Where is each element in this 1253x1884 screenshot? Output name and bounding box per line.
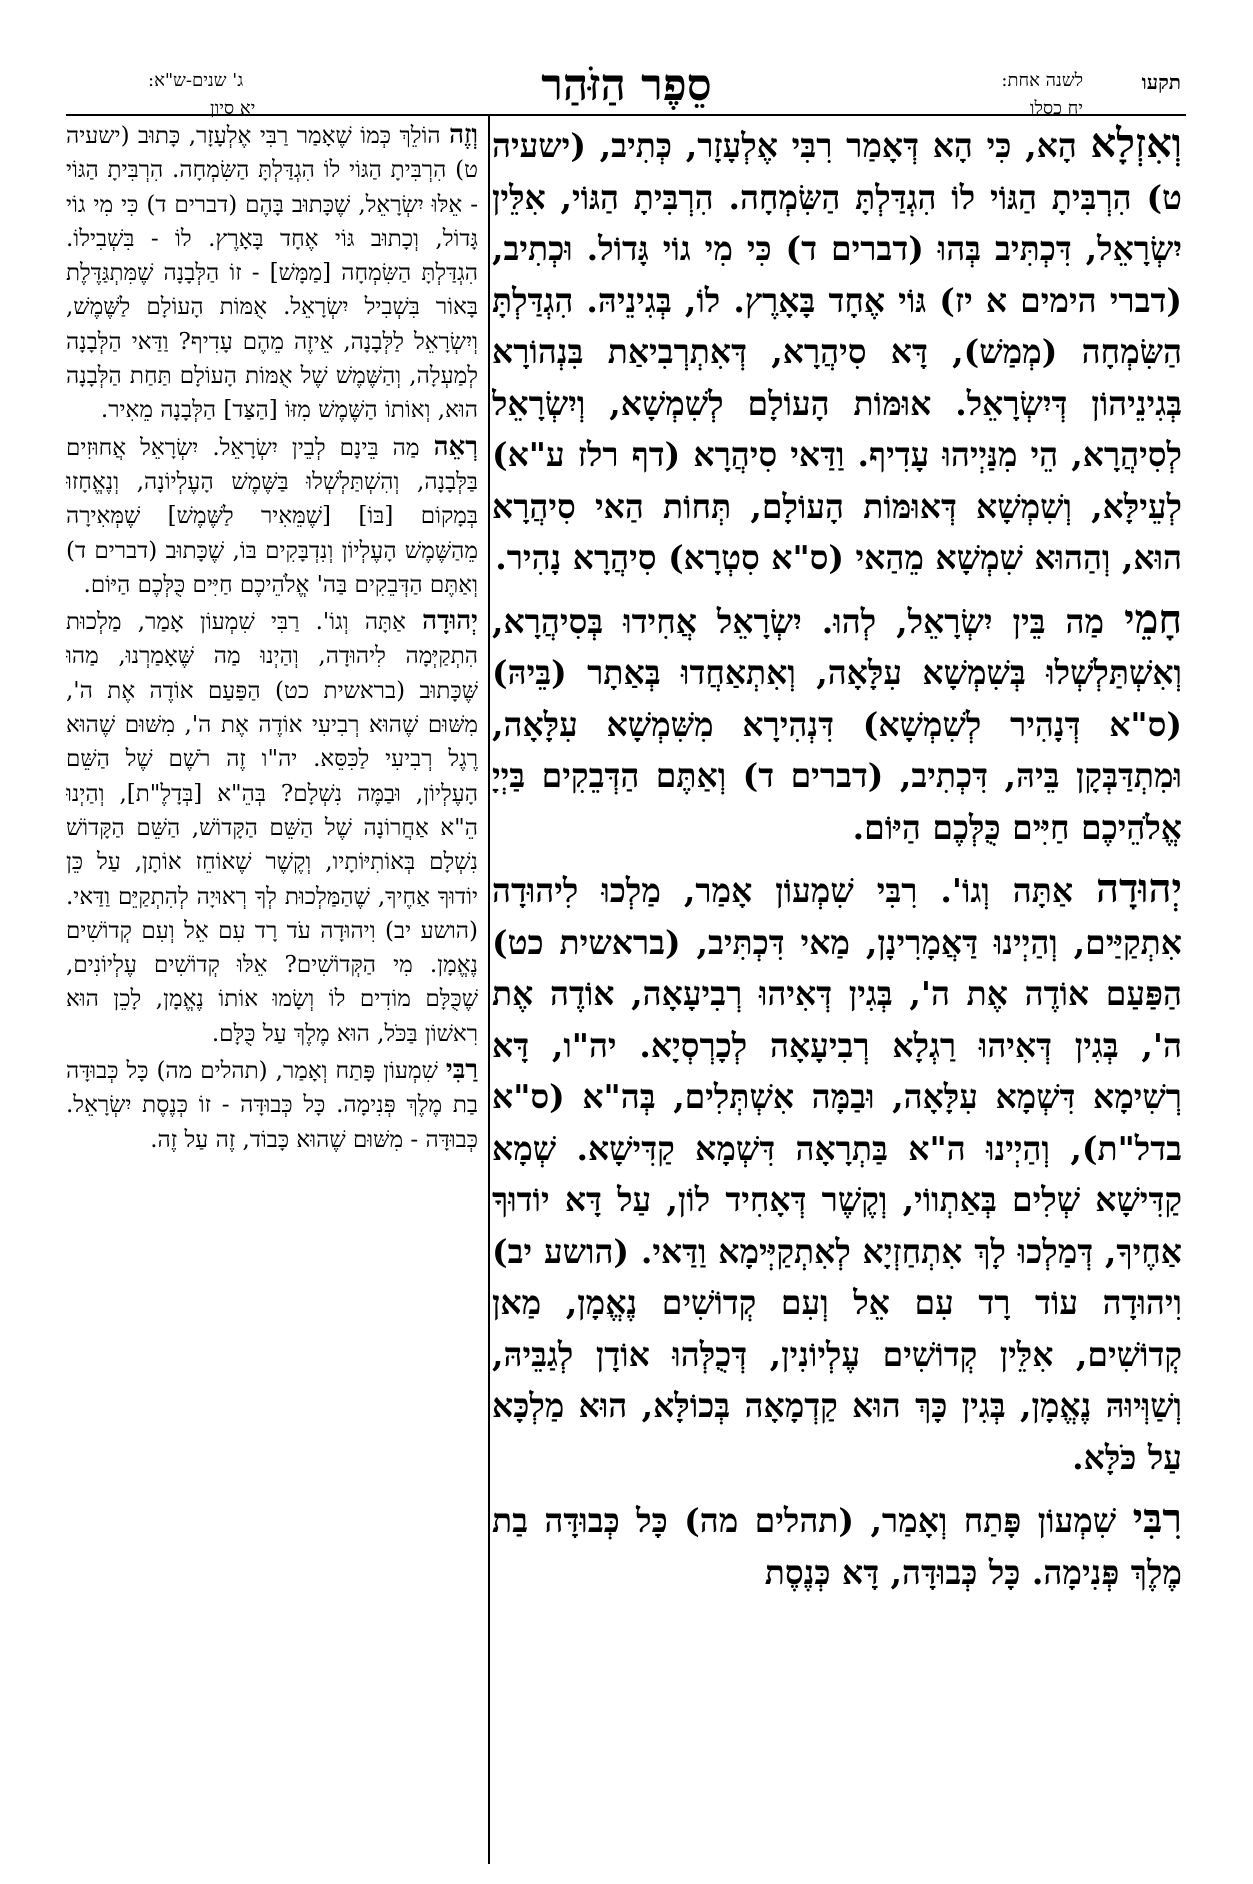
paragraph-opener: רַבִּי [445, 1055, 478, 1086]
paragraph-text: שִׁמְעוֹן פָּתַח וְאָמַר, (תהלים מה) כָּל כְּבוּדָּה בַת מֶלֶךְ פְּנִימָה. כָּל כְּבוּדָּה - זוֹ כְּנֶסֶת יִשְׂרָאֵל. כְּבוּדָּה - מִשּׁוּם שֶׁהוּא כָּבוֹד, זֶה עַל זֶה. [66, 1058, 478, 1153]
paragraph-text: הוֹלֵךְ כְּמוֹ שֶׁאָמַר רַבִּי אֶלְעָזָר, כָּתוּב (ישעיה ט) הִרְבִּיתָ הַגּוֹי לוֹ הִגְדַּלְתָּ הַשִּׂמְחָה. הִרְבִּיתָ הַגּוֹי - אֵלּוּ יִשְׂרָאֵל, שֶׁכָּתוּב בָּהֶם (דברים ד) כִּי מִי גוֹי גָּדוֹל, וְכָתוּב גּוֹי אֶחָד בָּאָרֶץ. לוֹ - בִּשְׁבִילוֹ. הִגְדַּלְתָּ הַשִּׂמְחָה [מַמָּשׁ] - זוֹ הַלְּבָנָה שֶׁמִּתְגַּדֶּלֶת בָּאוֹר בִּשְׁבִיל יִשְׂרָאֵל. אֻמּוֹת הָעוֹלָם לַשֶּׁמֶשׁ, וְיִשְׂרָאֵל לַלְּבָנָה, אֵיזֶה מֵהֶם עָדִיף? וַדַּאי הַלְּבָנָה לְמַעְלָה, וְהַשֶּׁמֶשׁ שֶׁל אֻמּוֹת הָעוֹלָם תַּחַת הַלְּבָנָה הוּא, וְאוֹתוֹ הַשֶּׁמֶשׁ מִזּוֹ [הַצַּד] הַלְּבָנָה מֵאִיר. [66, 123, 478, 424]
main-paragraph [492, 863, 1182, 1483]
page-header [0, 60, 1253, 120]
main-paragraph [492, 118, 1182, 584]
date-left: יא סיון [210, 98, 256, 119]
tikkunei-label: תקעו [1141, 70, 1181, 94]
paragraph-text: מַה בֵּין יִשְׂרָאֵל, לְהוּ. יִשְׂרָאֵל אֲחִידוּ בְּסִיהֲרָא, וְאִשְׁתַּלְשְׁלוּ בְּשִׁמְשָׁא עִלָּאָה, וְאִתְאַחֲדוּ בְּאַתָר (בֵּיהּ) (ס"א דְּנָהִיר לְשִׁמְשָׁא) דִּנְהִירָא מִשִּׁמְשָׁא עִלָּאָה, וּמִתְדַּבְּקָן בֵּיהּ, דִּכְתִיב, (דברים ד) וְאַתֶּם הַדְּבֵקִים בַּיְיָ אֱלֹהֵיכֶם חַיִּים כֻּלְּכֶם הַיּוֹם. [492, 601, 1182, 847]
side-column-hebrew-translation [66, 118, 478, 1863]
paragraph-opener: רְאֵה [433, 431, 478, 462]
header-divider [66, 114, 1186, 116]
page-title: סֵפֶר הַזֹּהַר [541, 60, 712, 111]
date-right: יח כסלו [1029, 98, 1083, 119]
paragraph-text: אַתָּה וְגוֹ'. רִבִּי שִׁמְעוֹן אָמַר, מַלְכוּ לִיהוּדָה אִתְקַיַּים, וְהַיְינוּ דַּאֲמָרִינָן, מַאי דִּכְתִּיב, (בראשית כט) הַפַּעַם אוֹדֶה אֶת ה', בְּגִין דְּאִיהוּ רְבִיעָאָה, אוֹדֶה אֶת ה', בְּגִין דְּאִיהוּ רַגְלָא רְבִיעָאָה לְכָרְסְיָא. יה"ו, דָּא רְשִׁימָא דִּשְׁמָא עִלָּאָה, וּבַמָּה אִשְׁתְּלִים, בְּה"א (ס"א בדל"ת), וְהַיְינוּ ה"א בַּתְרָאָה דִּשְׁמָא קַדִּישָׁא. שְׁמָא קַדִּישָׁא שְׁלִים בְּאַתְווֹי, וְקֶשֶׁר דְּאָחִיד לוֹן, עַל דָּא יוֹדוּךָ אַחֶיךָ, דְּמַלְכוּ לָךְ אִתְחַזְיָא לְאִתְקַיְּימָא וַדַּאי. (הושע יב) וִיהוּדָה עוֹד רָד עִם אֵל וְעִם קְדוֹשִׁים נֶאֱמָן, מַאן קְדוֹשִׁים, אִלֵּין קְדוֹשִׁים עֶלְיוֹנִין, דְּכֻלְּהוּ אוֹדָן לְגַבֵּיהּ, וְשַׁוְּיוּהּ נֶאֱמָן, בְּגִין כָּךְ הוּא קַדְמָאָה בְּכוֹלָּא, הוּא מַלְכָּא עַל כֹּלָּא. [492, 871, 1182, 1477]
paragraph-text: מַה בֵּינָם לְבֵין יִשְׂרָאֵל. יִשְׂרָאֵל אֲחוּזִים בַּלְּבָנָה, וְהִשְׁתַּלְשְׁלוּ בַּשֶּׁמֶשׁ הָעֶלְיוֹנָה, וְנֶאֱחָזוּ בְּמָקוֹם [בּוֹ] [שֶׁמֵּאִיר לַשֶּׁמֶשׁ] שֶׁמְּאִירָה מֵהַשֶּׁמֶשׁ הָעֶלְיוֹן וְנִדְבָּקִים בּוֹ, שֶׁכָּתוּב (דברים ד) וְאַתֶּם הַדְּבֵקִים בַּה' אֱלֹהֵיכֶם חַיִּים כֻּלְּכֶם הַיּוֹם. [66, 434, 478, 598]
side-paragraph [66, 1053, 478, 1157]
side-paragraph [66, 430, 478, 602]
paragraph-opener: יְהוּדָה [422, 606, 478, 637]
main-paragraph [492, 1493, 1182, 1598]
paragraph-text: אַתָּה וְגוֹ'. רַבִּי שִׁמְעוֹן אָמַר, מַלְכוּת הִתְקַיְּמָה לִיהוּדָה, וְהַיְנוּ מַה שֶּׁאָמַרְנוּ, מַהוּ שֶּׁכָּתוּב (בראשית כט) הַפַּעַם אוֹדֶה אֶת ה', מִשּׁוּם שֶׁהוּא רְבִיעִי אוֹדֶה אֶת ה', מִשּׁוּם שֶׁהוּא רֶגֶל רְבִיעִי לַכִּסֵּא. יה"ו זֶה רֹשֶׁם שֶׁל הַשֵּׁם הָעֶלְיוֹן, וּבַמֶּה נִשְׁלָם? בְּהֵ"א [בְּדָלֶ"ת], וְהַיְנוּ הֵ"א אַחֲרוֹנָה שֶׁל הַשֵּׁם הַקָּדוֹשׁ, הַשֵּׁם הַקָּדוֹשׁ נִשְׁלָם בְּאוֹתִיּוֹתָיו, וְקֶשֶׁר שֶׁאוֹחֵז אוֹתָן, עַל כֵּן יוֹדוּךָ אַחֶיךָ, שֶׁהַמַּלְכוּת לְךָ רְאוּיָה לְהִתְקַיֵּם וַדַּאי. (הושע יב) וִיהוּדָה עֹד רָד עִם אֵל וְעִם קְדוֹשִׁים נֶאֱמָן. מִי הַקְּדוֹשִׁים? אֵלּוּ קְדוֹשִׁים עֶלְיוֹנִים, שֶׁכֻּלָּם מוֹדִים לוֹ וְשָׂמוּ אוֹתוֹ נֶאֱמָן, לָכֵן הוּא רִאשׁוֹן בַּכֹּל, הוּא מֶלֶךְ עַל כֻּלָּם. [66, 609, 478, 1047]
column-divider [488, 114, 490, 1864]
paragraph-opener: יְהוּדָה [1096, 865, 1182, 912]
paragraph-opener: וְאִזְלָא [1090, 120, 1182, 167]
side-paragraph [66, 604, 478, 1051]
paragraph-opener: חָמֵי [1124, 595, 1182, 643]
year-schedule-label: לשנה אחת: [1001, 70, 1083, 91]
paragraph-text: הָא, כִּי הָא דְּאָמַר רִבִּי אֶלְעָזָר, כְּתִיב, (ישעיה ט) הִרְבִּיתָ הַגּוֹי לוֹ הִגְדַּלְתָּ הַשִּׂמְחָה. הִרְבִּיתָ הַגּוֹי, אִלֵּין יִשְׂרָאֵל, דִּכְתִּיב בְּהוּ (דברים ד) כִּי מִי גוֹי גָּדוֹל. וּכְתִיב, (דברי הימים א יז) גּוֹי אֶחָד בָּאָרֶץ. לוֹ, בְּגִינֵיהּ. הִגְדַּלְתָּ הַשִּׂמְחָה (מְמַשׁ), דָּא סִיהֲרָא, דְּאִתְרְבִיאַת בִּנְהוֹרָא בְּגִינֵיהוֹן דְּיִשְׂרָאֵל. אוּמּוֹת הָעוֹלָם לְשִׁמְשָׁא, וְיִשְׂרָאֵל לְסִיהֲרָא, הֵי מִנַּיְיהוּ עָדִיף. וַדַּאי סִיהֲרָא (דף רלז ע"א) לְעֵילָּא, וְשִׁמְשָׁא דְּאוּמּוֹת הָעוֹלָם, תְּחוֹת הַאי סִיהֲרָא הוּא, וְהַהוּא שִׁמְשָׁא מֵהַאי (ס"א סִטְרָא) סִיהֲרָא נָהִיר. [492, 126, 1182, 577]
cycle-schedule-label: ג' שנים-ש"א: [148, 70, 244, 91]
main-column-aramaic [492, 118, 1182, 1863]
main-paragraph [492, 594, 1182, 854]
side-paragraph [66, 118, 478, 428]
paragraph-text: שִׁמְעוֹן פָּתַח וְאָמַר, (תהלים מה) כָּל כְּבוּדָּה בַת מֶלֶךְ פְּנִימָה. כָּל כְּבוּדָּה, דָּא כְּנֶסֶת [492, 1501, 1182, 1592]
paragraph-opener: רִבִּי [1132, 1495, 1182, 1542]
paragraph-opener: וְזֶה [449, 120, 478, 150]
